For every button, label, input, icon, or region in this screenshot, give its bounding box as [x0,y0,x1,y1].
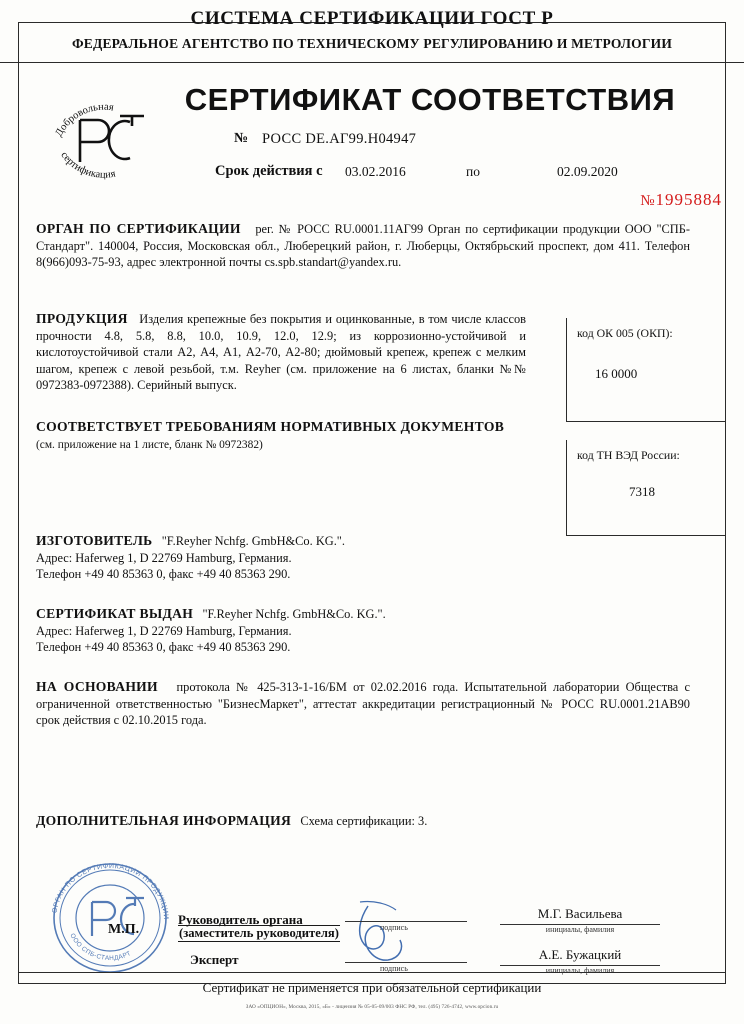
section-basis [36,678,690,729]
section-product [36,310,526,393]
blank-number [640,190,722,210]
blank-number-value: 1995884 [655,190,722,209]
signature-line-head [345,921,467,922]
svg-text:Добровольная: Добровольная [53,101,115,139]
footer-note: Сертификат не применяется при обязательной сертификации [202,980,542,995]
head-name-caption: инициалы, фамилия [545,925,615,934]
validity-label: Срок действия с [215,163,323,179]
section-basis-text: протокола № 425-313-1-16/БМ от 02.02.2016 года. Испытательной лаборатории Общества с ограниченной ответственностью "БизнесМаркет", аттестат аккредитации регистрационный № РОСС RU.0001.21АВ90 срок действия с 02.10.2015 года. [36,680,690,728]
section-certification-body-caption: ОРГАН ПО СЕРТИФИКАЦИИ [36,221,241,236]
signature-caption-expert: подпись [380,964,408,973]
certificate-number-label: № [234,131,249,146]
validity-to: 02.09.2020 [557,164,618,179]
footer-divider [18,972,726,973]
svg-text:ООО СПБ-СТАНДАРТ: ООО СПБ-СТАНДАРТ [68,932,133,963]
printer-microtext: ЗАО «ОПЦИОН», Москва, 2015, «Б» - лицензия № 05-05-09/003 ФНС РФ, тел. (495) 726-4742, www.opcion.ru [245,1004,499,1010]
section-manufacturer [36,532,556,583]
certificate-number-value: РОСС DE.АГ99.Н04947 [262,131,417,147]
validity-from: 03.02.2016 [345,164,406,179]
head-name: М.Г. Васильева [500,906,660,925]
agency-title: ФЕДЕРАЛЬНОЕ АГЕНТСТВО ПО ТЕХНИЧЕСКОМУ РЕГУЛИРОВАНИЮ И МЕТРОЛОГИИ [71,36,673,51]
signature-line-expert [345,962,467,963]
mp-label: М.П. [108,922,140,937]
blank-number-hash: № [640,193,656,209]
system-title: СИСТЕМА СЕРТИФИКАЦИИ ГОСТ Р [190,8,554,29]
section-manufacturer-caption: ИЗГОТОВИТЕЛЬ [36,533,153,548]
svg-text:сертификация: сертификация [58,149,117,181]
section-additional [36,812,596,830]
header-divider [0,62,744,63]
okp-code-box [566,318,726,422]
validity-to-label: по [466,164,480,179]
section-conformity [36,418,536,453]
svg-text:ОРГАН ПО СЕРТИФИКАЦИИ ПРОДУКЦИ: ОРГАН ПО СЕРТИФИКАЦИИ ПРОДУКЦИИ [51,862,170,921]
section-product-text: Изделия крепежные без покрытия и оцинкованные, в том числе классов прочности 4.8, 5.8, 8.8, 10.0, 10.9, 12.0, 12.9; из коррозионно-устойчивой и кислотоустойчивой стали А2, А4, А1, А2-70, А2-80; дюймовый крепеж, крепеж с мелким шагом, крепеж с левой резьбой, т.м. Reyher (см. приложение на 6 листах, бланки №№ 0972383-0972388). Серийный выпуск. [36,312,526,393]
section-certification-body [36,220,690,271]
section-conformity-note: (см. приложение на 1 листе, бланк № 0972382) [36,438,263,451]
expert-name: А.Е. Бужацкий [500,947,660,966]
section-manufacturer-name: "F.Reyher Nchfg. GmbH&Co. KG.". [161,534,345,548]
rost-logo [44,82,164,187]
section-additional-text: Схема сертификации: 3. [300,814,428,828]
okp-code-label: код ОК 005 (ОКП): [577,326,673,340]
section-issued-to-address: Адрес: Haferweg 1, D 22769 Hamburg, Германия. [36,623,292,638]
section-basis-caption: НА ОСНОВАНИИ [36,679,158,694]
okp-code-value: 16 0000 [595,366,638,381]
section-conformity-caption: СООТВЕТСТВУЕТ ТРЕБОВАНИЯМ НОРМАТИВНЫХ ДОКУМЕНТОВ [36,419,505,434]
section-certification-body-text: рег. № РОСС RU.0001.11АГ99 Орган по сертификации продукции ООО "СПБ-Стандарт". 140004, Россия, Московская обл., Люберецкий район, г. Люберцы, Октябрьский проспект, дом 411. Телефон 8(966)093-75-93, адрес электронной почты cs.spb.standart@yandex.ru. [36,222,690,270]
section-issued-to-caption: СЕРТИФИКАТ ВЫДАН [36,606,194,621]
signature-caption-head: подпись [380,923,408,932]
section-issued-to-name: "F.Reyher Nchfg. GmbH&Co. KG.". [202,607,386,621]
section-manufacturer-address: Адрес: Haferweg 1, D 22769 Hamburg, Германия. [36,550,292,565]
expert-role: Эксперт [190,952,239,967]
tnved-code-box [566,440,726,536]
head-role-line1: Руководитель органа [178,912,303,927]
section-manufacturer-phone: Телефон +49 40 85363 0, факс +49 40 85363 290. [36,567,291,582]
tnved-code-value: 7318 [629,484,655,499]
section-issued-to-phone: Телефон +49 40 85363 0, факс +49 40 85363 290. [36,640,291,655]
head-role-line2: (заместитель руководителя) [179,926,339,940]
expert-name-caption: инициалы, фамилия [545,966,615,975]
tnved-code-label: код ТН ВЭД России: [577,448,680,462]
section-product-caption: ПРОДУКЦИЯ [36,311,128,326]
section-additional-caption: ДОПОЛНИТЕЛЬНАЯ ИНФОРМАЦИЯ [36,813,292,828]
official-seal-stamp [42,852,178,982]
section-issued-to [36,605,556,656]
handwritten-signature [330,900,500,980]
page-title: СЕРТИФИКАТ СООТВЕТСТВИЯ [184,82,676,117]
